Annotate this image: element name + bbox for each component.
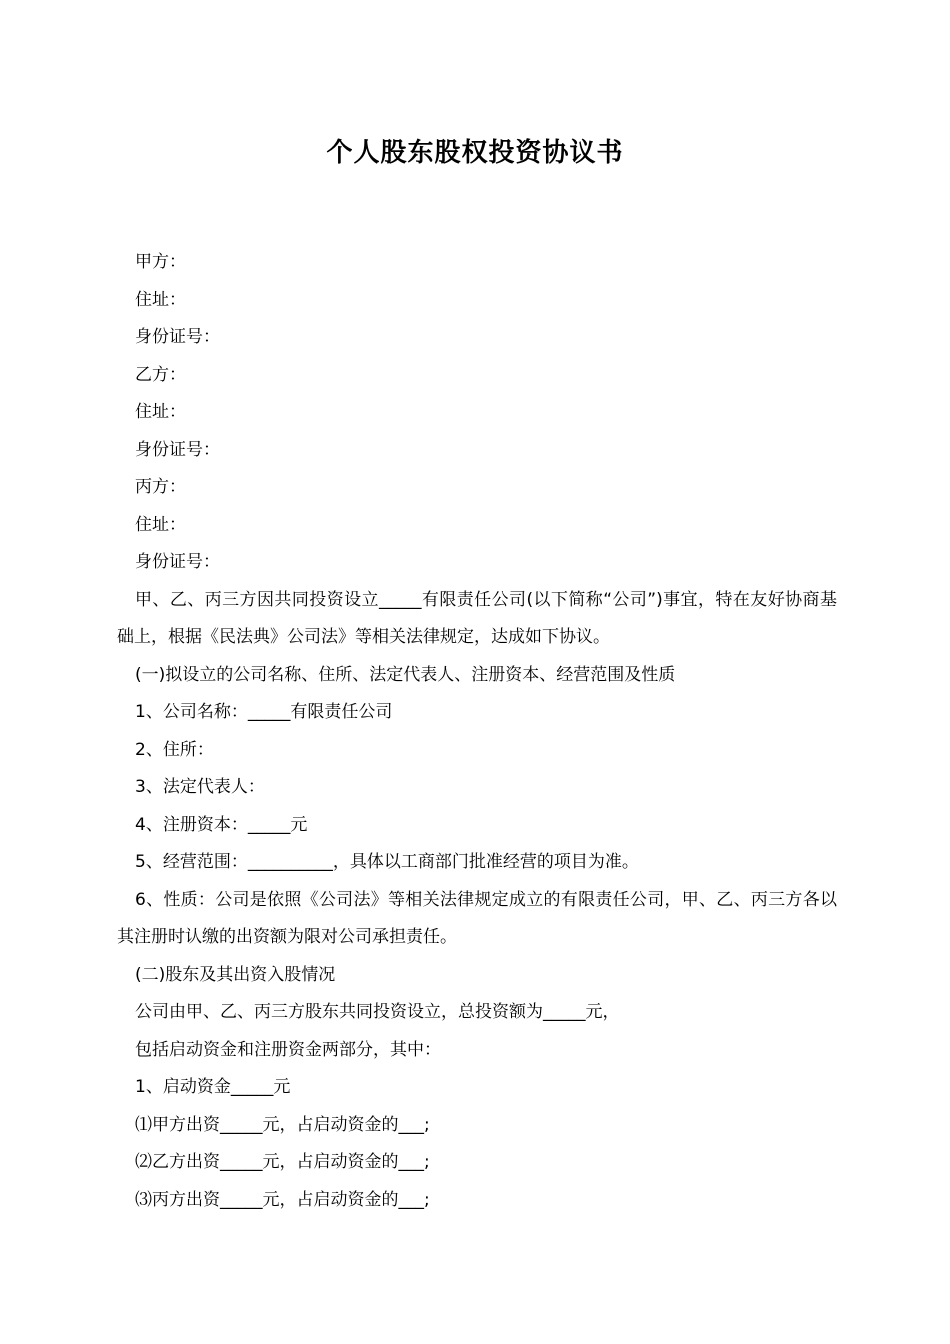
party-c-address: 住址： xyxy=(135,514,186,535)
section-1-heading: (一)拟设立的公司名称、住所、法定代表人、注册资本、经营范围及性质 xyxy=(135,664,676,685)
party-b-id: 身份证号： xyxy=(135,439,220,460)
party-c-id: 身份证号： xyxy=(135,552,220,572)
party-a-contribution: ⑴甲方出资_____元，占启动资金的___; xyxy=(135,1114,430,1135)
party-a-address: 住址： xyxy=(135,289,186,310)
business-scope-item: 5、经营范围：__________，具体以工商部门批准经营的项目为准。 xyxy=(135,852,639,872)
party-b-contribution: ⑵乙方出资_____元，占启动资金的___; xyxy=(135,1152,430,1172)
funding-composition-line: 包括启动资金和注册资金两部分，其中： xyxy=(135,1039,441,1060)
legal-representative-item: 3、法定代表人： xyxy=(135,777,265,797)
party-a-id: 身份证号： xyxy=(135,327,220,347)
intro-paragraph: 甲、乙、丙三方因共同投资设立_____有限责任公司(以下简称“公司”)事宜，特在友好协商基础上，根据《民法典》公司法》等相关法律规定，达成如下协议。 xyxy=(117,589,837,647)
nature-item: 6、性质：公司是依照《公司法》等相关法律规定成立的有限责任公司，甲、乙、丙三方各以其注册时认缴的出资额为限对公司承担责任。 xyxy=(117,889,837,947)
startup-capital-line: 1、启动资金_____元 xyxy=(135,1077,291,1097)
party-c-contribution: ⑶丙方出资_____元，占启动资金的___; xyxy=(135,1189,430,1210)
address-item: 2、住所： xyxy=(135,739,214,760)
section-2-heading: (二)股东及其出资入股情况 xyxy=(135,964,336,985)
company-name-item: 1、公司名称：_____有限责任公司 xyxy=(135,702,393,722)
party-c-label: 丙方： xyxy=(135,477,186,497)
total-investment-line: 公司由甲、乙、丙三方股东共同投资设立，总投资额为_____元， xyxy=(135,1002,620,1022)
party-b-address: 住址： xyxy=(135,402,186,422)
party-a-label: 甲方： xyxy=(135,252,186,272)
document-body xyxy=(117,244,837,1219)
document-title: 个人股东股权投资协议书 xyxy=(326,138,624,168)
registered-capital-item: 4、注册资本：_____元 xyxy=(135,814,308,835)
party-b-label: 乙方： xyxy=(135,364,186,385)
